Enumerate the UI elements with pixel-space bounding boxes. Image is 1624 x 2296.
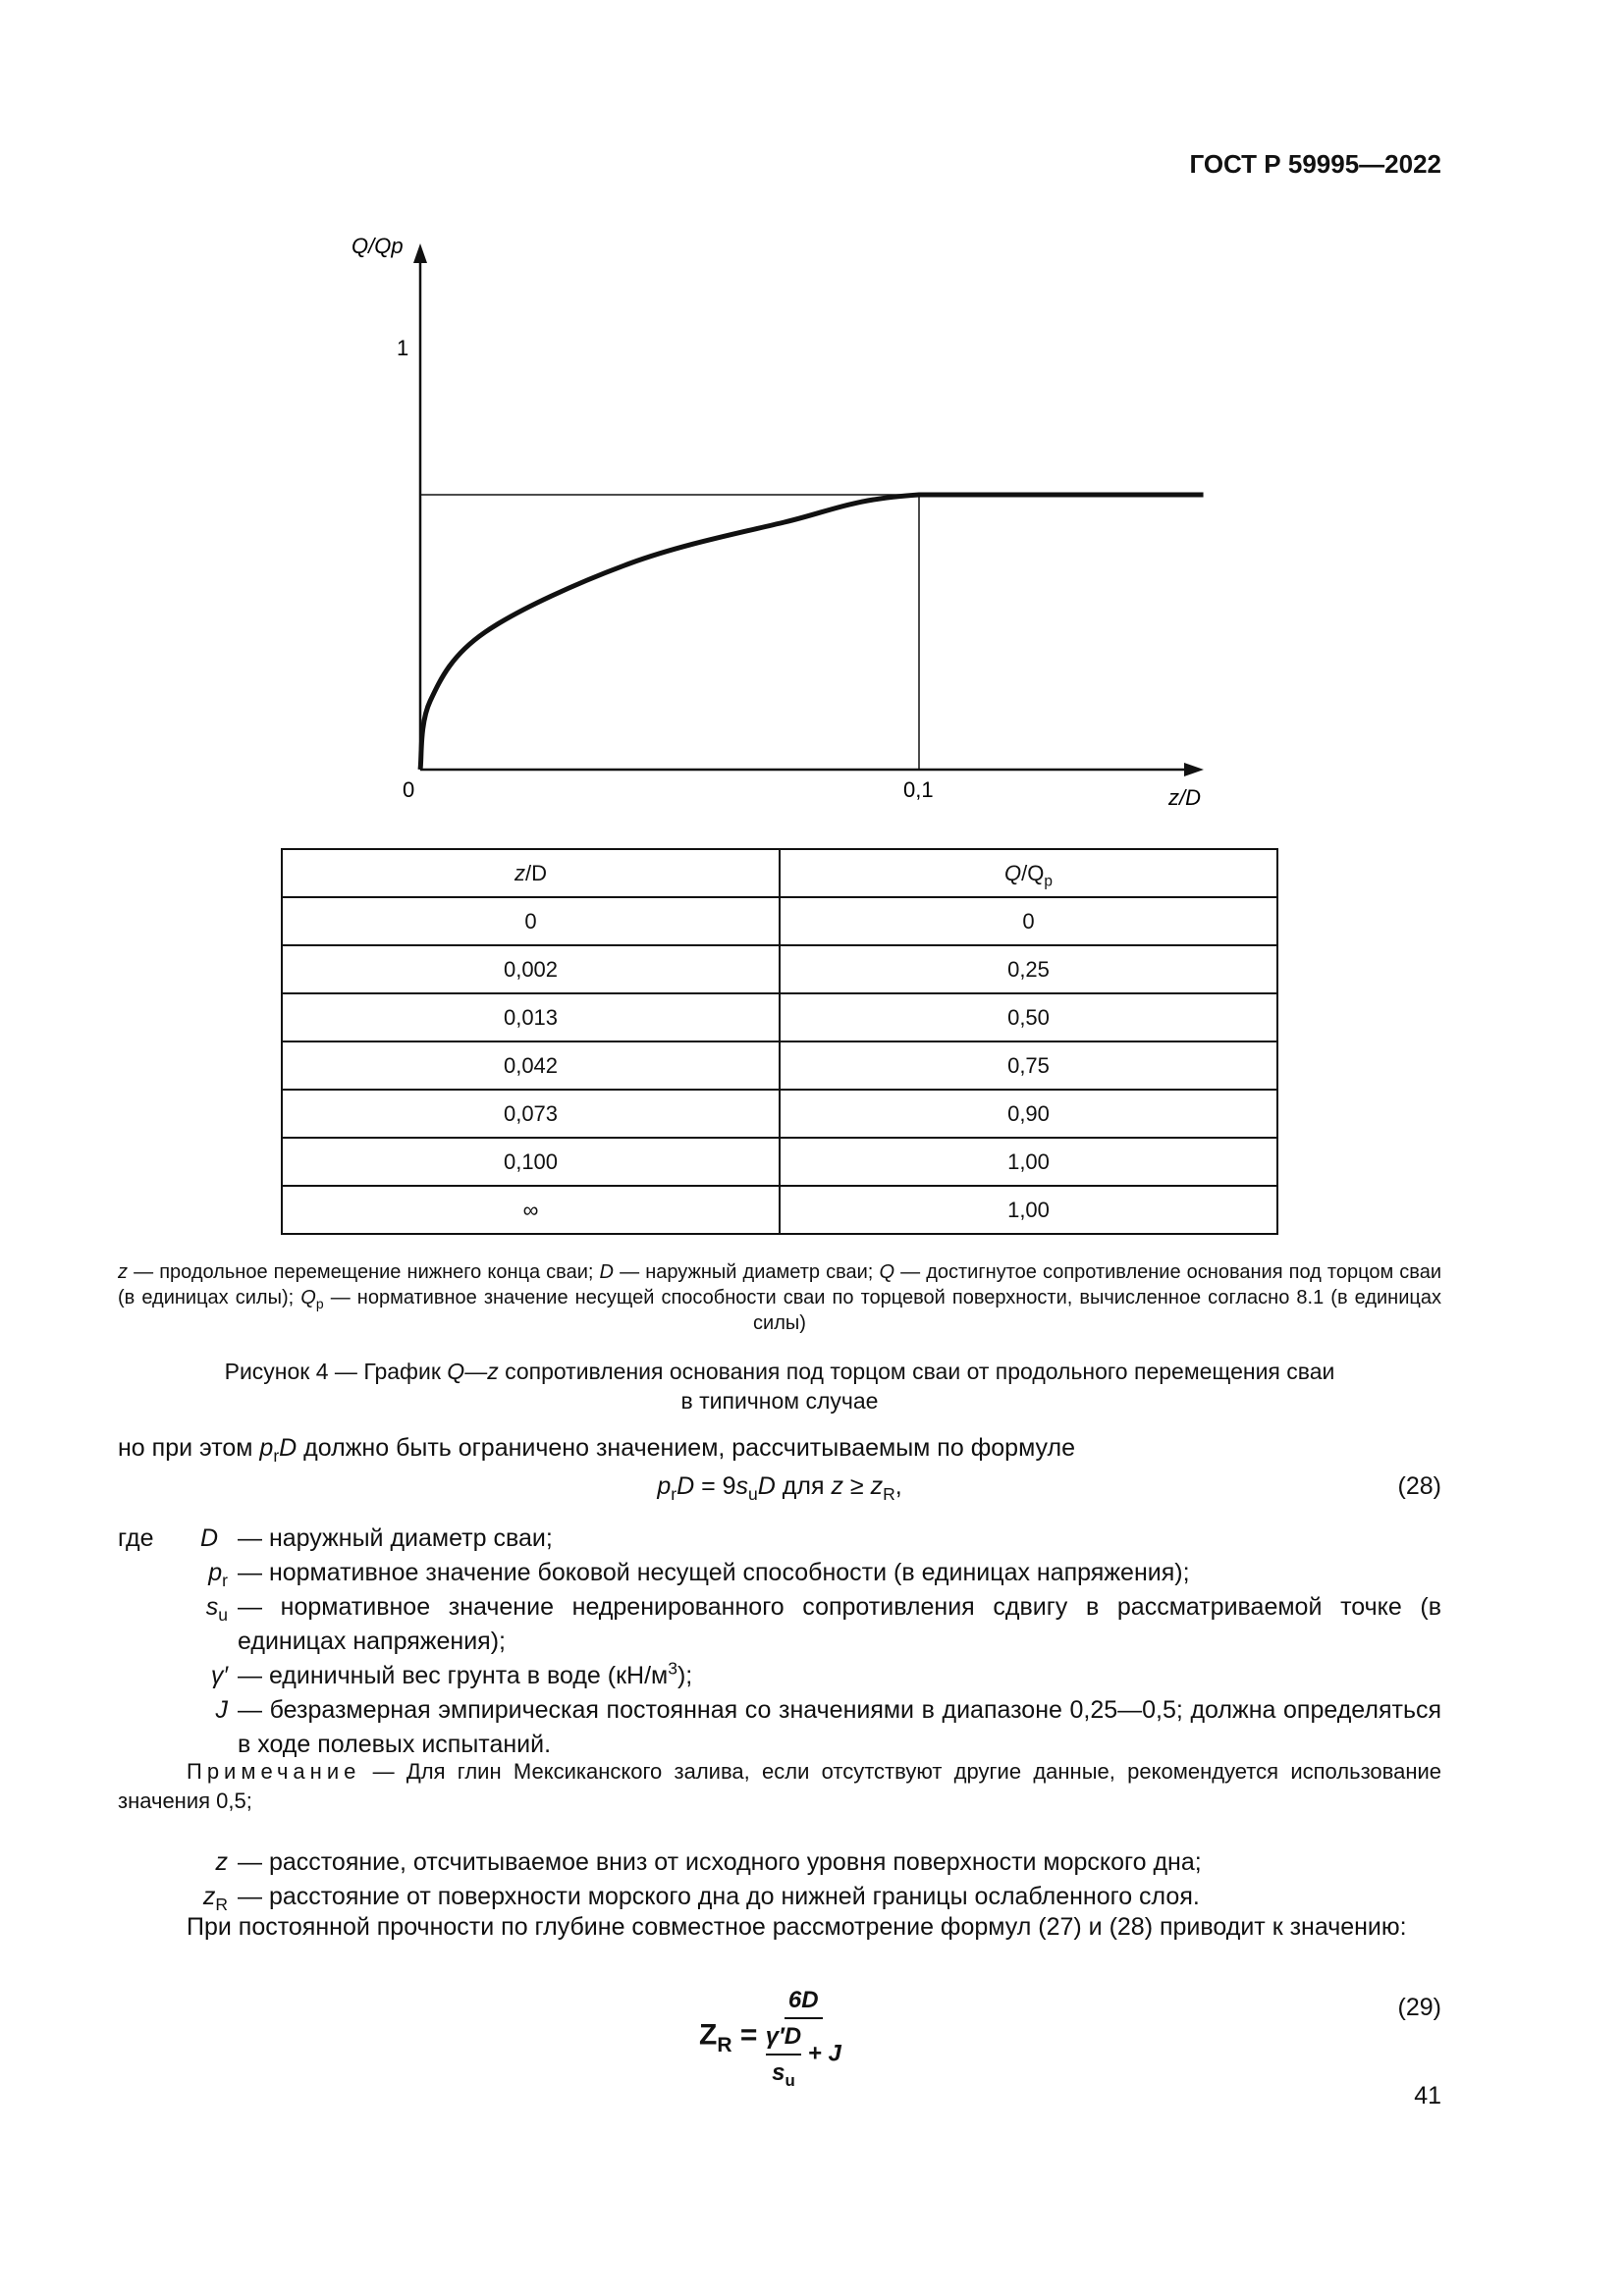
txt: в типичном случае bbox=[680, 1388, 879, 1414]
def-symbol bbox=[110, 1880, 228, 1914]
table-cell: 1,00 bbox=[780, 1138, 1277, 1186]
sym: D bbox=[677, 1472, 695, 1500]
sym: s bbox=[205, 1593, 219, 1621]
inner-num: γ′D bbox=[766, 2019, 801, 2056]
txt: = 9 bbox=[694, 1472, 736, 1500]
x-axis-arrow bbox=[1184, 763, 1204, 776]
sub: R bbox=[215, 1895, 228, 1915]
txt: — нормативное значение боковой несущей способности (в единицах напряжения); bbox=[238, 1559, 1190, 1586]
sub: R bbox=[883, 1484, 895, 1505]
sym: s bbox=[735, 1472, 749, 1500]
var-d: /D bbox=[525, 860, 547, 885]
txt: — нормативное значение несущей способности сваи по торцевой поверхности, вычисленное согласно 8.1 (в единицах силы) bbox=[323, 1287, 1441, 1334]
def-symbol bbox=[110, 1659, 228, 1693]
sym: Z bbox=[699, 2018, 718, 2052]
table-cell: 0 bbox=[282, 897, 780, 945]
sym: D bbox=[599, 1261, 614, 1283]
sym: D bbox=[757, 1472, 776, 1500]
qz-chart bbox=[0, 0, 1624, 844]
note bbox=[118, 1757, 1441, 1816]
x-tick-0.1: 0,1 bbox=[903, 777, 934, 802]
sym: z bbox=[215, 1848, 228, 1876]
denominator bbox=[766, 2019, 841, 2090]
sym: z bbox=[118, 1261, 128, 1283]
def-symbol bbox=[110, 1556, 228, 1590]
table-cell: 0,042 bbox=[282, 1041, 780, 1090]
sym: D bbox=[279, 1434, 298, 1462]
sym: z bbox=[202, 1883, 216, 1910]
table-row bbox=[282, 1041, 1277, 1090]
txt: но при этом bbox=[118, 1434, 260, 1462]
equation-28 bbox=[118, 1469, 1441, 1504]
sub: u bbox=[785, 2070, 795, 2090]
sym: J bbox=[215, 1696, 228, 1724]
sub: u bbox=[218, 1605, 228, 1626]
txt: , bbox=[894, 1472, 902, 1500]
table-header-row bbox=[282, 849, 1277, 897]
sym: z bbox=[870, 1472, 884, 1500]
def-text bbox=[238, 1590, 1441, 1659]
sym: γ′ bbox=[210, 1662, 228, 1689]
def-symbol bbox=[157, 1522, 218, 1556]
table-cell: 0,100 bbox=[282, 1138, 780, 1186]
def-text bbox=[238, 1556, 1441, 1590]
header-qqp bbox=[780, 849, 1277, 897]
table-cell: 0,25 bbox=[780, 945, 1277, 993]
txt: — нормативное значение недренированного сопротивления сдвигу в рассматриваемой точке (в единицах напряжения); bbox=[238, 1593, 1441, 1655]
sym: p bbox=[208, 1559, 223, 1586]
txt: — продольное перемещение нижнего конца сваи; bbox=[128, 1261, 600, 1283]
txt: для bbox=[775, 1472, 832, 1500]
table-row bbox=[282, 1138, 1277, 1186]
txt: — единичный вес грунта в воде (кН/м bbox=[238, 1662, 669, 1689]
qz-curve bbox=[420, 495, 1204, 770]
y-axis-label: Q/Qp bbox=[352, 234, 404, 258]
txt: Рисунок 4 — График bbox=[224, 1359, 448, 1384]
txt: — наружный диаметр сваи; bbox=[238, 1524, 553, 1552]
y-tick-1: 1 bbox=[397, 336, 409, 360]
table-row bbox=[282, 945, 1277, 993]
def-text bbox=[238, 1659, 1441, 1693]
fraction bbox=[766, 1983, 841, 2090]
table-row bbox=[282, 1090, 1277, 1138]
def-text bbox=[238, 1845, 1441, 1880]
y-axis-arrow bbox=[413, 243, 427, 263]
sym: z bbox=[487, 1359, 499, 1384]
txt: — расстояние от поверхности морского дна до нижней границы ослабленного слоя. bbox=[238, 1883, 1200, 1910]
var-q: Q bbox=[1004, 860, 1022, 885]
table-cell: ∞ bbox=[282, 1186, 780, 1234]
txt: — bbox=[464, 1359, 488, 1384]
txt: — достигнутое сопротивление основания под торцом сваи (в единицах силы); bbox=[118, 1261, 1442, 1308]
sym: p bbox=[259, 1434, 274, 1462]
equation-number-29: (29) bbox=[1397, 1994, 1441, 2021]
sym: Q bbox=[879, 1261, 895, 1283]
table-row bbox=[282, 1186, 1277, 1234]
sub-p: p bbox=[1044, 872, 1053, 889]
note-text: — Для глин Мексиканского залива, если отсутствуют другие данные, рекомендуется использование значения 0,5; bbox=[118, 1759, 1441, 1813]
table-row bbox=[282, 897, 1277, 945]
def-symbol bbox=[110, 1845, 228, 1880]
table-row bbox=[282, 993, 1277, 1041]
figure-legend bbox=[118, 1259, 1441, 1336]
table-cell: 0 bbox=[780, 897, 1277, 945]
sub: R bbox=[717, 2033, 732, 2056]
table-cell: 0,073 bbox=[282, 1090, 780, 1138]
equation-29 bbox=[699, 1983, 841, 2090]
sym: p bbox=[657, 1472, 672, 1500]
sub: u bbox=[748, 1484, 758, 1505]
sym: D bbox=[199, 1524, 218, 1552]
sup: 3 bbox=[668, 1658, 677, 1679]
txt: сопротивления основания под торцом сваи от продольного перемещения сваи bbox=[498, 1359, 1335, 1384]
header-zd bbox=[282, 849, 780, 897]
def-text bbox=[238, 1693, 1441, 1762]
txt: — расстояние, отсчитываемое вниз от исходного уровня поверхности морского дна; bbox=[238, 1848, 1202, 1876]
note-label: Примечание bbox=[187, 1759, 361, 1784]
sub: r bbox=[273, 1446, 280, 1467]
figure-caption bbox=[118, 1357, 1441, 1415]
table-cell: 1,00 bbox=[780, 1186, 1277, 1234]
where-label: где bbox=[118, 1524, 154, 1552]
txt: должно быть ограничено значением, рассчитываемым по формуле bbox=[297, 1434, 1075, 1462]
txt: + J bbox=[801, 2040, 841, 2067]
table-cell: 0,75 bbox=[780, 1041, 1277, 1090]
table-cell: 0,50 bbox=[780, 993, 1277, 1041]
equation-number-28: (28) bbox=[1397, 1472, 1441, 1500]
sub: r bbox=[222, 1571, 228, 1591]
page-number: 41 bbox=[1414, 2082, 1441, 2109]
paragraph: При постоянной прочности по глубине совместное рассмотрение формул (27) и (28) приводит к значению: bbox=[187, 1913, 1407, 1941]
sym: s bbox=[772, 2059, 785, 2086]
def-text bbox=[238, 1880, 1441, 1914]
def-symbol bbox=[110, 1590, 228, 1625]
document-id: ГОСТ Р 59995—2022 bbox=[1189, 149, 1441, 179]
x-axis-label: z/D bbox=[1168, 785, 1201, 810]
sub: r bbox=[671, 1484, 677, 1505]
x-tick-0: 0 bbox=[403, 777, 415, 802]
sub: p bbox=[315, 1295, 324, 1311]
txt: — безразмерная эмпирическая постоянная со значениями в диапазоне 0,25—0,5; должна определяться в ходе полевых испытаний. bbox=[238, 1696, 1441, 1758]
txt: ); bbox=[677, 1662, 693, 1689]
txt: = bbox=[731, 2018, 766, 2052]
table-cell: 0,013 bbox=[282, 993, 780, 1041]
def-symbol bbox=[110, 1693, 228, 1728]
txt: — наружный диаметр сваи; bbox=[614, 1261, 880, 1283]
sym: Q bbox=[300, 1287, 316, 1308]
var-z: z bbox=[514, 860, 525, 885]
intro-line bbox=[118, 1431, 1441, 1466]
numerator: 6D bbox=[785, 1983, 823, 2019]
sym: z bbox=[831, 1472, 843, 1500]
qz-table bbox=[281, 848, 1278, 1235]
def-text bbox=[238, 1522, 1441, 1556]
table-cell: 0,90 bbox=[780, 1090, 1277, 1138]
txt: ≥ bbox=[842, 1472, 871, 1500]
table-cell: 0,002 bbox=[282, 945, 780, 993]
var-qp: /Q bbox=[1021, 860, 1045, 885]
sym: Q bbox=[447, 1359, 465, 1384]
